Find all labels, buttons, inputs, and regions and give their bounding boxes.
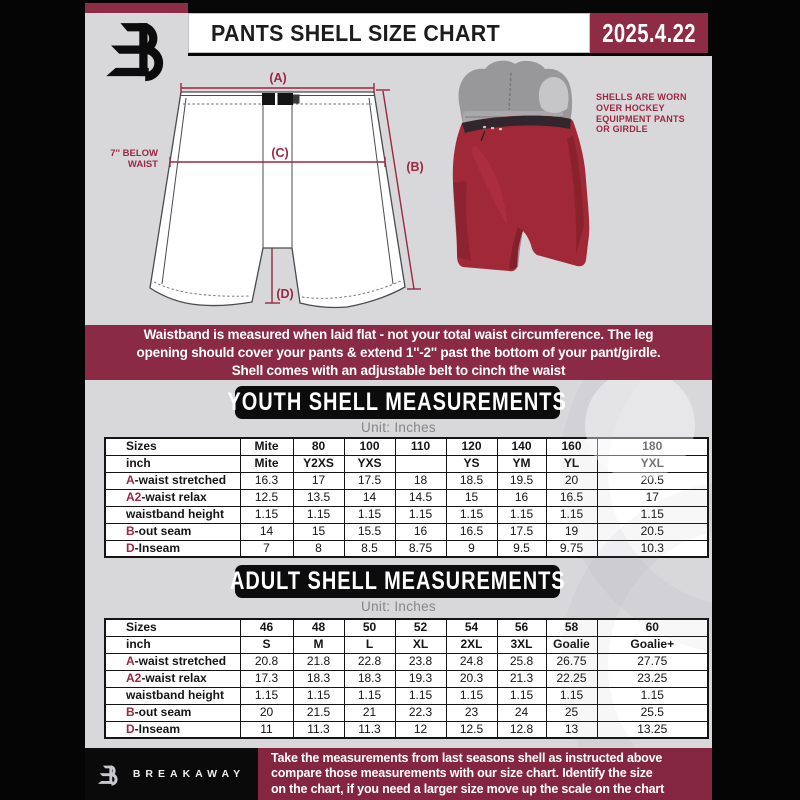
table-cell: 21.5 — [293, 704, 344, 721]
table-row — [105, 472, 708, 489]
table-cell: 21.3 — [497, 670, 546, 687]
table-cell: 21 — [344, 704, 395, 721]
row-label: Sizes — [105, 438, 240, 455]
table-cell: 1.15 — [497, 506, 546, 523]
table-cell: 17.5 — [497, 523, 546, 540]
table-cell: 25.8 — [497, 653, 546, 670]
row-label: A-waist stretched — [105, 653, 240, 670]
table-cell: 58 — [546, 619, 597, 636]
table-cell: 1.15 — [240, 506, 293, 523]
row-label: B-out seam — [105, 704, 240, 721]
row-label-prefix: A2 — [126, 671, 142, 685]
dim-label-a: (A) — [269, 71, 287, 85]
table-cell: 13.25 — [597, 721, 708, 738]
table-cell: 13 — [546, 721, 597, 738]
table-row — [105, 653, 708, 670]
table-cell: 20.8 — [240, 653, 293, 670]
table-cell: 1.15 — [446, 506, 497, 523]
dim-label-b: (B) — [406, 160, 424, 174]
dim-label-c: (C) — [271, 146, 289, 160]
table-cell: YXL — [597, 455, 708, 472]
table-cell: YM — [497, 455, 546, 472]
table-cell: 25.5 — [597, 704, 708, 721]
table-cell: 60 — [597, 619, 708, 636]
table-cell: 3XL — [497, 636, 546, 653]
table-cell: 8.5 — [344, 540, 395, 557]
table-cell: Mite — [240, 455, 293, 472]
table-cell: 8 — [293, 540, 344, 557]
footer-brand — [85, 748, 258, 800]
table-cell: 12.5 — [446, 721, 497, 738]
table-cell: 160 — [546, 438, 597, 455]
table-cell: 24.8 — [446, 653, 497, 670]
table-cell: 16 — [497, 489, 546, 506]
adult-unit-label: Unit: Inches — [361, 599, 436, 614]
table-cell: 46 — [240, 619, 293, 636]
table-cell: 23.8 — [395, 653, 446, 670]
table-cell: 1.15 — [597, 506, 708, 523]
table-cell: 11 — [240, 721, 293, 738]
table-cell: 1.15 — [497, 687, 546, 704]
adult-size-table — [104, 618, 707, 739]
table-cell: 9.5 — [497, 540, 546, 557]
row-label: A2-waist relax — [105, 489, 240, 506]
table-cell: 120 — [446, 438, 497, 455]
table-cell: 19.3 — [395, 670, 446, 687]
table-cell: 15 — [293, 523, 344, 540]
row-label: inch — [105, 636, 240, 653]
table-cell: L — [344, 636, 395, 653]
table-row — [105, 540, 708, 557]
table-cell: YL — [546, 455, 597, 472]
table-cell: 27.75 — [597, 653, 708, 670]
table-cell: 20 — [546, 472, 597, 489]
table-cell: M — [293, 636, 344, 653]
row-label: D-Inseam — [105, 721, 240, 738]
measurement-note-banner — [85, 325, 712, 380]
table-cell: 1.15 — [446, 687, 497, 704]
page-title-bar — [188, 13, 590, 53]
table-cell: 20.5 — [597, 523, 708, 540]
text-line: OR GIRDLE — [596, 124, 648, 135]
text-line: Take the measurements from last seasons shell as instructed above — [271, 750, 663, 765]
table-cell: 18.5 — [446, 472, 497, 489]
table-cell: 19 — [546, 523, 597, 540]
table-cell: 100 — [344, 438, 395, 455]
text-line: opening should cover your pants & extend 1''-2'' past the bottom of your pant/girdle. — [136, 344, 661, 360]
table-row — [105, 523, 708, 540]
table-cell: Goalie — [546, 636, 597, 653]
table-cell: 1.15 — [344, 506, 395, 523]
table-cell: 17.3 — [240, 670, 293, 687]
table-row — [105, 670, 708, 687]
table-cell: 1.15 — [597, 687, 708, 704]
row-label: waistband height — [105, 506, 240, 523]
table-cell: 26.75 — [546, 653, 597, 670]
table-cell: 11.3 — [293, 721, 344, 738]
row-label-prefix: D — [126, 721, 135, 736]
table-cell: 2XL — [446, 636, 497, 653]
table-cell: 22.3 — [395, 704, 446, 721]
row-label: A-waist stretched — [105, 472, 240, 489]
table-cell: 25 — [546, 704, 597, 721]
table-cell: 22.25 — [546, 670, 597, 687]
footer — [85, 748, 712, 800]
table-cell — [395, 455, 446, 472]
row-label: Sizes — [105, 619, 240, 636]
table-cell: 12.5 — [240, 489, 293, 506]
table-row — [105, 687, 708, 704]
table-cell: 56 — [497, 619, 546, 636]
table-cell: 23 — [446, 704, 497, 721]
table-row — [105, 438, 708, 455]
row-label-prefix: A — [126, 473, 135, 487]
row-label-prefix: D — [126, 540, 135, 555]
table-cell: 20.5 — [597, 472, 708, 489]
table-cell: 23.25 — [597, 670, 708, 687]
footer-brand-text: BREAKAWAY — [132, 768, 246, 780]
table-cell: 20 — [240, 704, 293, 721]
shorts-outline — [150, 92, 405, 308]
table-cell: 1.15 — [395, 687, 446, 704]
table-cell: 14 — [240, 523, 293, 540]
table-cell: 9 — [446, 540, 497, 557]
photo-caption — [596, 92, 726, 135]
table-row — [105, 455, 708, 472]
table-cell: 24 — [497, 704, 546, 721]
hockey-shell-photo — [445, 55, 597, 300]
youth-unit-label: Unit: Inches — [361, 420, 436, 435]
table-row — [105, 636, 708, 653]
table-cell: YXS — [344, 455, 395, 472]
row-label: B-out seam — [105, 523, 240, 540]
table-cell: 1.15 — [293, 506, 344, 523]
table-cell: 1.15 — [546, 506, 597, 523]
table-row — [105, 721, 708, 738]
table-cell: 52 — [395, 619, 446, 636]
table-cell: 140 — [497, 438, 546, 455]
text-line: Shell comes with an adjustable belt to cinch the waist — [231, 362, 566, 378]
table-row — [105, 619, 708, 636]
table-cell: 17 — [597, 489, 708, 506]
dim-label-d: (D) — [276, 287, 294, 301]
table-cell: 1.15 — [344, 687, 395, 704]
table-cell: 20.3 — [446, 670, 497, 687]
table-cell: 17 — [293, 472, 344, 489]
table-cell: 18.3 — [293, 670, 344, 687]
table-cell: 1.15 — [546, 687, 597, 704]
waist-note — [110, 148, 158, 170]
table-cell: 180 — [597, 438, 708, 455]
table-cell: 1.15 — [395, 506, 446, 523]
text-line: EQUIPMENT PANTS — [596, 113, 685, 124]
text-line: compare those measurements with our size chart. Identify the size — [271, 766, 653, 781]
row-label-prefix: B — [126, 524, 135, 538]
table-cell: 13.5 — [293, 489, 344, 506]
footer-instructions — [258, 748, 712, 800]
table-cell: Y2XS — [293, 455, 344, 472]
row-label: D-Inseam — [105, 540, 240, 557]
table-cell: 19.5 — [497, 472, 546, 489]
table-row — [105, 704, 708, 721]
table-cell: 1.15 — [293, 687, 344, 704]
table-cell: XL — [395, 636, 446, 653]
text-line: Waistband is measured when laid flat - not your total waist circumference. The leg — [143, 326, 654, 342]
table-cell: 10.3 — [597, 540, 708, 557]
table-cell: Mite — [240, 438, 293, 455]
table-cell: 16 — [395, 523, 446, 540]
text-line: OVER HOCKEY — [596, 102, 665, 113]
table-row — [105, 489, 708, 506]
row-label-prefix: A2 — [126, 490, 142, 504]
adult-section-title: ADULT SHELL MEASUREMENTS — [235, 565, 560, 598]
table-cell: 22.8 — [344, 653, 395, 670]
table-cell: 15 — [446, 489, 497, 506]
row-label-prefix: B — [126, 705, 135, 719]
date-badge — [590, 13, 708, 53]
table-cell: 12 — [395, 721, 446, 738]
table-cell: 16.3 — [240, 472, 293, 489]
svg-text:WAIST: WAIST — [127, 159, 158, 170]
table-cell: 80 — [293, 438, 344, 455]
table-cell: 17.5 — [344, 472, 395, 489]
table-cell: 18 — [395, 472, 446, 489]
text-line: SHELLS ARE WORN — [596, 92, 687, 102]
breakaway-monogram-icon — [98, 762, 124, 787]
table-cell: 54 — [446, 619, 497, 636]
table-cell: 18.3 — [344, 670, 395, 687]
table-cell: 15.5 — [344, 523, 395, 540]
table-cell: 9.75 — [546, 540, 597, 557]
table-cell: 7 — [240, 540, 293, 557]
table-cell: 1.15 — [240, 687, 293, 704]
svg-text:7'' BELOW: 7'' BELOW — [110, 148, 158, 159]
table-cell: 8.75 — [395, 540, 446, 557]
table-row — [105, 506, 708, 523]
pants-measurement-diagram — [105, 58, 445, 318]
table-cell: 11.3 — [344, 721, 395, 738]
table-cell: 110 — [395, 438, 446, 455]
table-cell: 14 — [344, 489, 395, 506]
youth-section-title: YOUTH SHELL MEASUREMENTS — [235, 386, 560, 419]
row-label: inch — [105, 455, 240, 472]
table-cell: 16.5 — [546, 489, 597, 506]
table-cell: 48 — [293, 619, 344, 636]
table-cell: 12.8 — [497, 721, 546, 738]
table-cell: S — [240, 636, 293, 653]
page-title: PANTS SHELL SIZE CHART — [211, 19, 501, 46]
row-label: A2-waist relax — [105, 670, 240, 687]
row-label: waistband height — [105, 687, 240, 704]
text-line: on the chart, if you need a larger size move up the scale on the chart — [271, 781, 665, 796]
table-cell: YS — [446, 455, 497, 472]
table-cell: 16.5 — [446, 523, 497, 540]
table-cell: 14.5 — [395, 489, 446, 506]
row-label-prefix: A — [126, 654, 135, 668]
table-cell: Goalie+ — [597, 636, 708, 653]
table-cell: 21.8 — [293, 653, 344, 670]
table-cell: 50 — [344, 619, 395, 636]
date-text: 2025.4.22 — [602, 17, 696, 48]
youth-size-table — [104, 437, 707, 558]
